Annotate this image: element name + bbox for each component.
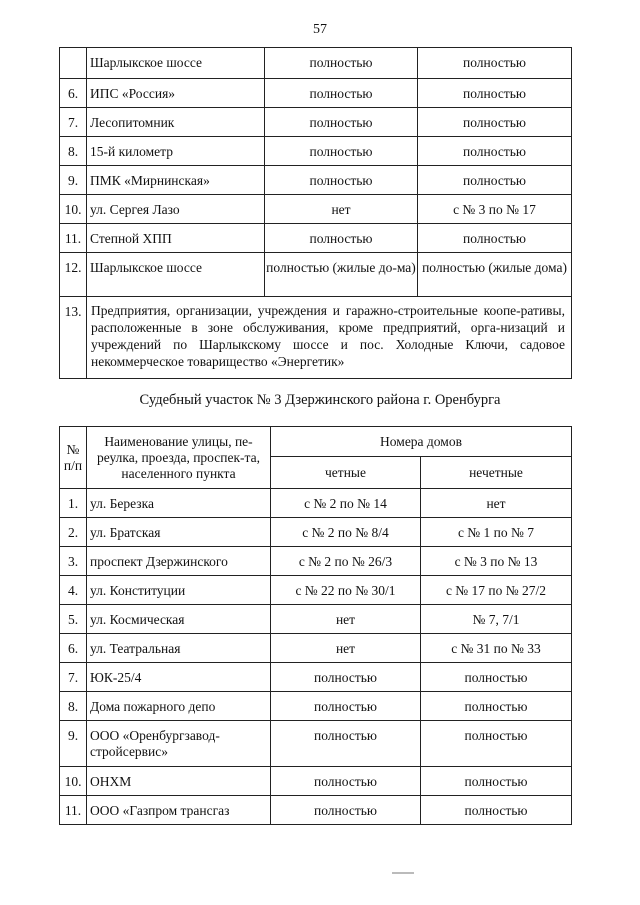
street-name: ООО «Оренбургзавод-стройсервис» [87,721,271,767]
table-row [60,253,572,297]
even-houses: полностью [265,108,418,137]
even-houses: полностью [265,224,418,253]
street-name: ул. Березка [87,489,271,518]
row-number: 6. [60,634,87,663]
page-number: 57 [313,22,327,37]
even-houses: полностью [265,79,418,108]
row-number: 2. [60,518,87,547]
odd-houses: полностью [418,166,572,195]
column-header-number: № п/п [60,427,87,489]
odd-houses: с № 17 по № 27/2 [421,576,572,605]
street-name: ул. Конституции [87,576,271,605]
table-row [60,137,572,166]
table-row [60,634,572,663]
table-row [60,195,572,224]
table-row [60,547,572,576]
section-title: Судебный участок № 3 Дзержинского района г. Оренбурга [139,392,501,408]
row-number: 13. [60,297,87,379]
even-houses: полностью [271,796,421,825]
row-number: 7. [60,663,87,692]
street-name: ОНХМ [87,767,271,796]
even-houses: с № 2 по № 14 [271,489,421,518]
street-name: Дома пожарного депо [87,692,271,721]
even-houses: с № 2 по № 26/3 [271,547,421,576]
row-number: 9. [60,166,87,195]
row-number: 6. [60,79,87,108]
row-number: 8. [60,137,87,166]
row-number: 10. [60,195,87,224]
odd-houses: полностью [421,663,572,692]
odd-houses: нет [421,489,572,518]
row-number [60,48,87,79]
odd-houses: № 7, 7/1 [421,605,572,634]
even-houses: нет [271,634,421,663]
table-row [60,663,572,692]
row-number: 7. [60,108,87,137]
column-header-even: четные [271,457,421,489]
street-name: ул. Театральная [87,634,271,663]
odd-houses: полностью [418,48,572,79]
street-name: ПМК «Мирнинская» [87,166,265,195]
even-houses: нет [265,195,418,224]
row-number: 12. [60,253,87,297]
odd-houses: полностью [421,721,572,767]
odd-houses: с № 1 по № 7 [421,518,572,547]
table-row [60,796,572,825]
even-houses: с № 22 по № 30/1 [271,576,421,605]
street-name: ИПС «Россия» [87,79,265,108]
row-number: 5. [60,605,87,634]
row-number: 11. [60,224,87,253]
odd-houses: с № 3 по № 17 [418,195,572,224]
odd-houses: полностью (жилые дома) [418,253,572,297]
organizations-note: Предприятия, организации, учреждения и гаражно-строительные коопе-ративы, расположенные в зоне обслуживания, кроме предприятий, орга-низаций и учреждений по Шарлыкскому шоссе и пос. Холодные Ключи, садовое некоммерческое товарищество «Энергетик» [87,297,572,379]
odd-houses: полностью [418,108,572,137]
street-name: ул. Космическая [87,605,271,634]
street-name: Шарлыкское шоссе [87,48,265,79]
table-row [60,605,572,634]
odd-houses: полностью [421,767,572,796]
street-name: ЮК-25/4 [87,663,271,692]
row-number: 4. [60,576,87,605]
table-row [60,692,572,721]
table-row [60,767,572,796]
street-name: ул. Братская [87,518,271,547]
addresses-table-district-3 [59,426,572,825]
street-name: 15-й километр [87,137,265,166]
odd-houses: с № 3 по № 13 [421,547,572,576]
addresses-table-continued [59,47,572,379]
street-name: Степной ХПП [87,224,265,253]
table-row [60,79,572,108]
table-row [60,166,572,195]
row-number: 3. [60,547,87,576]
even-houses: с № 2 по № 8/4 [271,518,421,547]
row-number: 8. [60,692,87,721]
row-number: 9. [60,721,87,767]
odd-houses: полностью [418,137,572,166]
scan-artifact [392,872,414,874]
table-row [60,721,572,767]
odd-houses: полностью [418,79,572,108]
table-row [60,518,572,547]
even-houses: полностью [271,767,421,796]
table-row [60,48,572,79]
row-number: 10. [60,767,87,796]
street-name: Шарлыкское шоссе [87,253,265,297]
even-houses: полностью [271,663,421,692]
even-houses: полностью (жилые до-ма) [265,253,418,297]
even-houses: полностью [265,166,418,195]
street-name: проспект Дзержинского [87,547,271,576]
odd-houses: полностью [421,692,572,721]
even-houses: полностью [271,721,421,767]
table-row [60,297,572,379]
table-row [60,224,572,253]
odd-houses: с № 31 по № 33 [421,634,572,663]
odd-houses: полностью [421,796,572,825]
even-houses: нет [271,605,421,634]
column-header-houses: Номера домов [271,427,572,457]
table-row [60,489,572,518]
row-number: 1. [60,489,87,518]
street-name: ООО «Газпром трансгаз [87,796,271,825]
column-header-street: Наименование улицы, пе-реулка, проезда, проспек-та, населенного пункта [87,427,271,489]
even-houses: полностью [265,137,418,166]
table-row [60,108,572,137]
row-number: 11. [60,796,87,825]
even-houses: полностью [265,48,418,79]
column-header-odd: нечетные [421,457,572,489]
odd-houses: полностью [418,224,572,253]
table-row [60,576,572,605]
street-name: Лесопитомник [87,108,265,137]
even-houses: полностью [271,692,421,721]
street-name: ул. Сергея Лазо [87,195,265,224]
